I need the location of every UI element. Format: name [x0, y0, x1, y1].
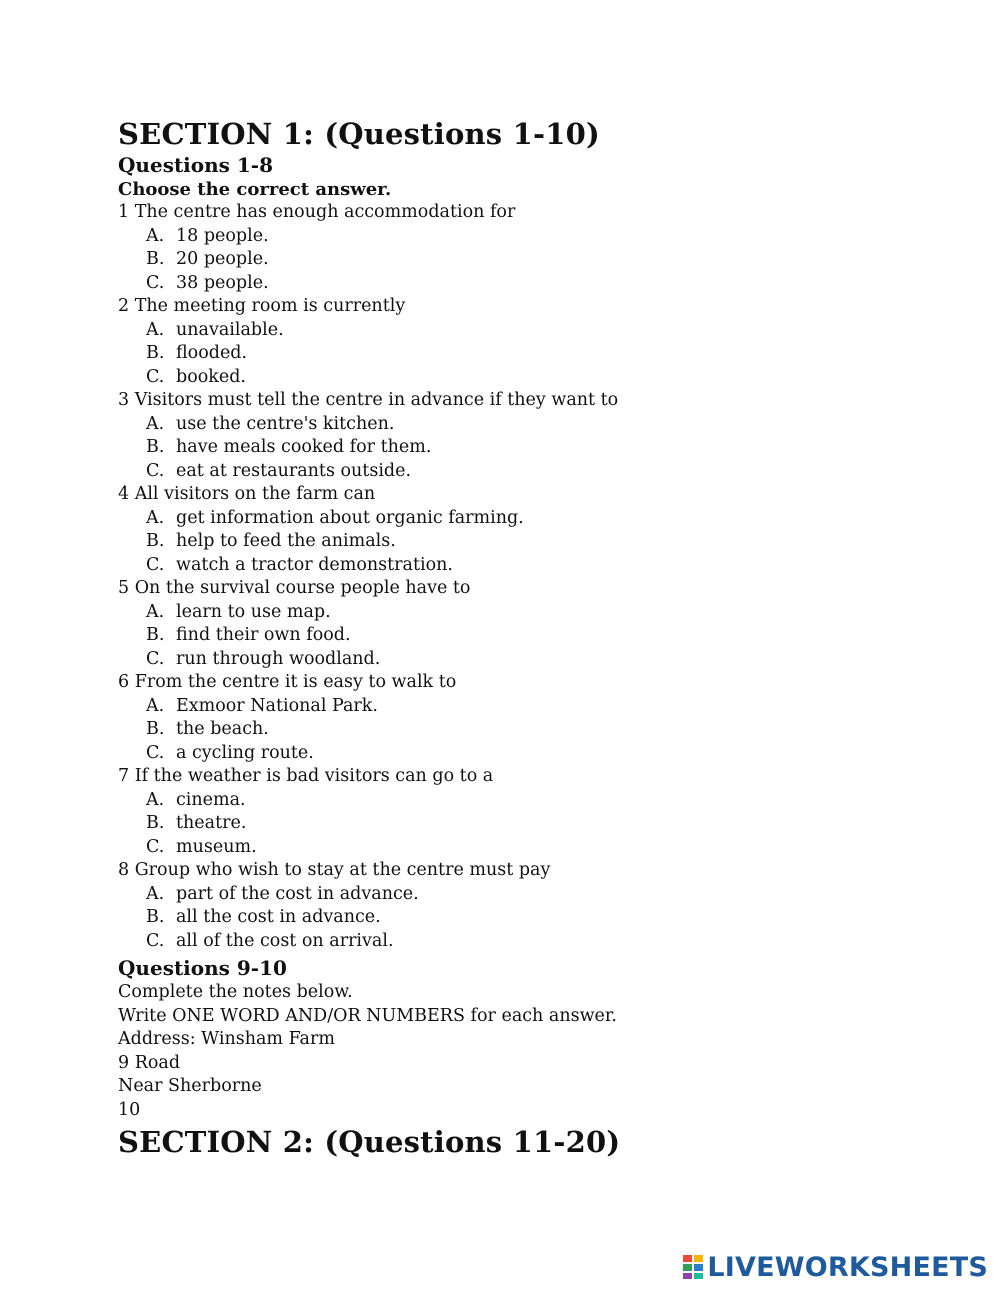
option-text: cinema. — [176, 789, 246, 810]
option-text: Exmoor National Park. — [176, 695, 378, 716]
answer-option[interactable] — [118, 930, 938, 954]
option-text: all of the cost on arrival. — [176, 930, 394, 951]
option-text: learn to use map. — [176, 601, 331, 622]
option-text: have meals cooked for them. — [176, 437, 432, 457]
option-letter: C. — [146, 836, 165, 857]
question-2-stem: 2 The meeting room is currently — [118, 296, 406, 316]
option-letter: B. — [146, 813, 165, 833]
option-text: a cycling route. — [176, 742, 314, 763]
answer-option[interactable] — [118, 624, 938, 648]
question-4-options — [118, 507, 938, 578]
answer-option[interactable] — [118, 648, 938, 672]
liveworksheets-logo-icon — [683, 1255, 703, 1279]
question-1-options — [118, 225, 938, 296]
answer-option[interactable] — [118, 883, 938, 907]
option-letter: C. — [146, 272, 165, 293]
answer-option[interactable] — [118, 836, 938, 860]
answer-option[interactable] — [118, 742, 938, 766]
option-letter: B. — [146, 343, 165, 363]
option-letter: A. — [146, 319, 165, 340]
notes-block — [118, 981, 938, 1122]
option-text: 20 people. — [176, 249, 269, 269]
question-7-stem: 7 If the weather is bad visitors can go to a — [118, 766, 494, 786]
option-text: 18 people. — [176, 225, 269, 246]
question-8-stem: 8 Group who wish to stay at the centre must pay — [118, 860, 551, 880]
option-text: unavailable. — [176, 319, 284, 340]
answer-option[interactable] — [118, 601, 938, 625]
option-letter: C. — [146, 554, 165, 575]
question-list — [118, 201, 938, 953]
answer-option[interactable] — [118, 906, 938, 930]
section-1-title: SECTION 1: (Questions 1-10) — [118, 117, 600, 151]
question-5-options — [118, 601, 938, 672]
question-8-options — [118, 883, 938, 954]
option-text: all the cost in advance. — [176, 907, 381, 927]
option-text: help to feed the animals. — [176, 531, 396, 551]
notes-question-10: 10 — [118, 1099, 141, 1120]
answer-option[interactable] — [118, 225, 938, 249]
question-6-stem: 6 From the centre it is easy to walk to — [118, 672, 457, 692]
option-letter: B. — [146, 249, 165, 269]
option-letter: B. — [146, 625, 165, 645]
answer-option[interactable] — [118, 413, 938, 437]
option-text: find their own food. — [176, 625, 351, 645]
answer-option[interactable] — [118, 695, 938, 719]
answer-option[interactable] — [118, 436, 938, 460]
answer-option[interactable] — [118, 530, 938, 554]
worksheet-page — [118, 116, 938, 1160]
question-7-options — [118, 789, 938, 860]
question-6-options — [118, 695, 938, 766]
option-letter: C. — [146, 460, 165, 481]
option-text: flooded. — [176, 343, 248, 363]
option-text: 38 people. — [176, 272, 269, 293]
answer-option[interactable] — [118, 507, 938, 531]
option-text: eat at restaurants outside. — [176, 460, 412, 481]
option-letter: A. — [146, 413, 165, 434]
answer-option[interactable] — [118, 366, 938, 390]
notes-address: Address: Winsham Farm — [118, 1029, 335, 1049]
option-letter: A. — [146, 225, 165, 246]
question-1-stem: 1 The centre has enough accommodation for — [118, 202, 516, 222]
option-letter: C. — [146, 930, 165, 951]
instruction-choose: Choose the correct answer. — [118, 179, 392, 200]
option-letter: C. — [146, 742, 165, 763]
answer-option[interactable] — [118, 789, 938, 813]
question-3-options — [118, 413, 938, 484]
questions-1-8-title: Questions 1-8 — [118, 153, 274, 177]
option-text: get information about organic farming. — [176, 507, 524, 528]
option-text: watch a tractor demonstration. — [176, 554, 453, 575]
notes-question-9: 9 Road — [118, 1052, 181, 1073]
answer-option[interactable] — [118, 342, 938, 366]
answer-option[interactable] — [118, 272, 938, 296]
option-letter: A. — [146, 507, 165, 528]
option-letter: B. — [146, 437, 165, 457]
brand-logo — [683, 1252, 988, 1282]
option-letter: A. — [146, 601, 165, 622]
option-text: use the centre's kitchen. — [176, 413, 395, 434]
question-4-stem: 4 All visitors on the farm can — [118, 484, 376, 504]
option-letter: A. — [146, 789, 165, 810]
option-text: theatre. — [176, 813, 247, 833]
notes-word-limit: Write ONE WORD AND/OR NUMBERS for each answer. — [118, 1005, 617, 1026]
question-3-stem: 3 Visitors must tell the centre in advance if they want to — [118, 390, 619, 410]
answer-option[interactable] — [118, 554, 938, 578]
notes-near: Near Sherborne — [118, 1076, 262, 1096]
answer-option[interactable] — [118, 812, 938, 836]
answer-option[interactable] — [118, 460, 938, 484]
brand-text: LIVEWORKSHEETS — [707, 1251, 988, 1283]
answer-option[interactable] — [118, 319, 938, 343]
option-letter: B. — [146, 907, 165, 927]
option-text: museum. — [176, 836, 257, 857]
option-text: run through woodland. — [176, 648, 381, 669]
option-text: part of the cost in advance. — [176, 883, 419, 904]
option-letter: A. — [146, 883, 165, 904]
answer-option[interactable] — [118, 248, 938, 272]
questions-9-10-title: Questions 9-10 — [118, 956, 287, 980]
notes-instruction: Complete the notes below. — [118, 982, 353, 1002]
option-letter: C. — [146, 366, 165, 387]
option-text: booked. — [176, 366, 246, 387]
option-letter: B. — [146, 719, 165, 739]
answer-option[interactable] — [118, 718, 938, 742]
option-letter: C. — [146, 648, 165, 669]
question-2-options — [118, 319, 938, 390]
option-letter: B. — [146, 531, 165, 551]
option-text: the beach. — [176, 719, 269, 739]
question-5-stem: 5 On the survival course people have to — [118, 578, 471, 598]
section-2-title: SECTION 2: (Questions 11-20) — [118, 1125, 621, 1159]
option-letter: A. — [146, 695, 165, 716]
